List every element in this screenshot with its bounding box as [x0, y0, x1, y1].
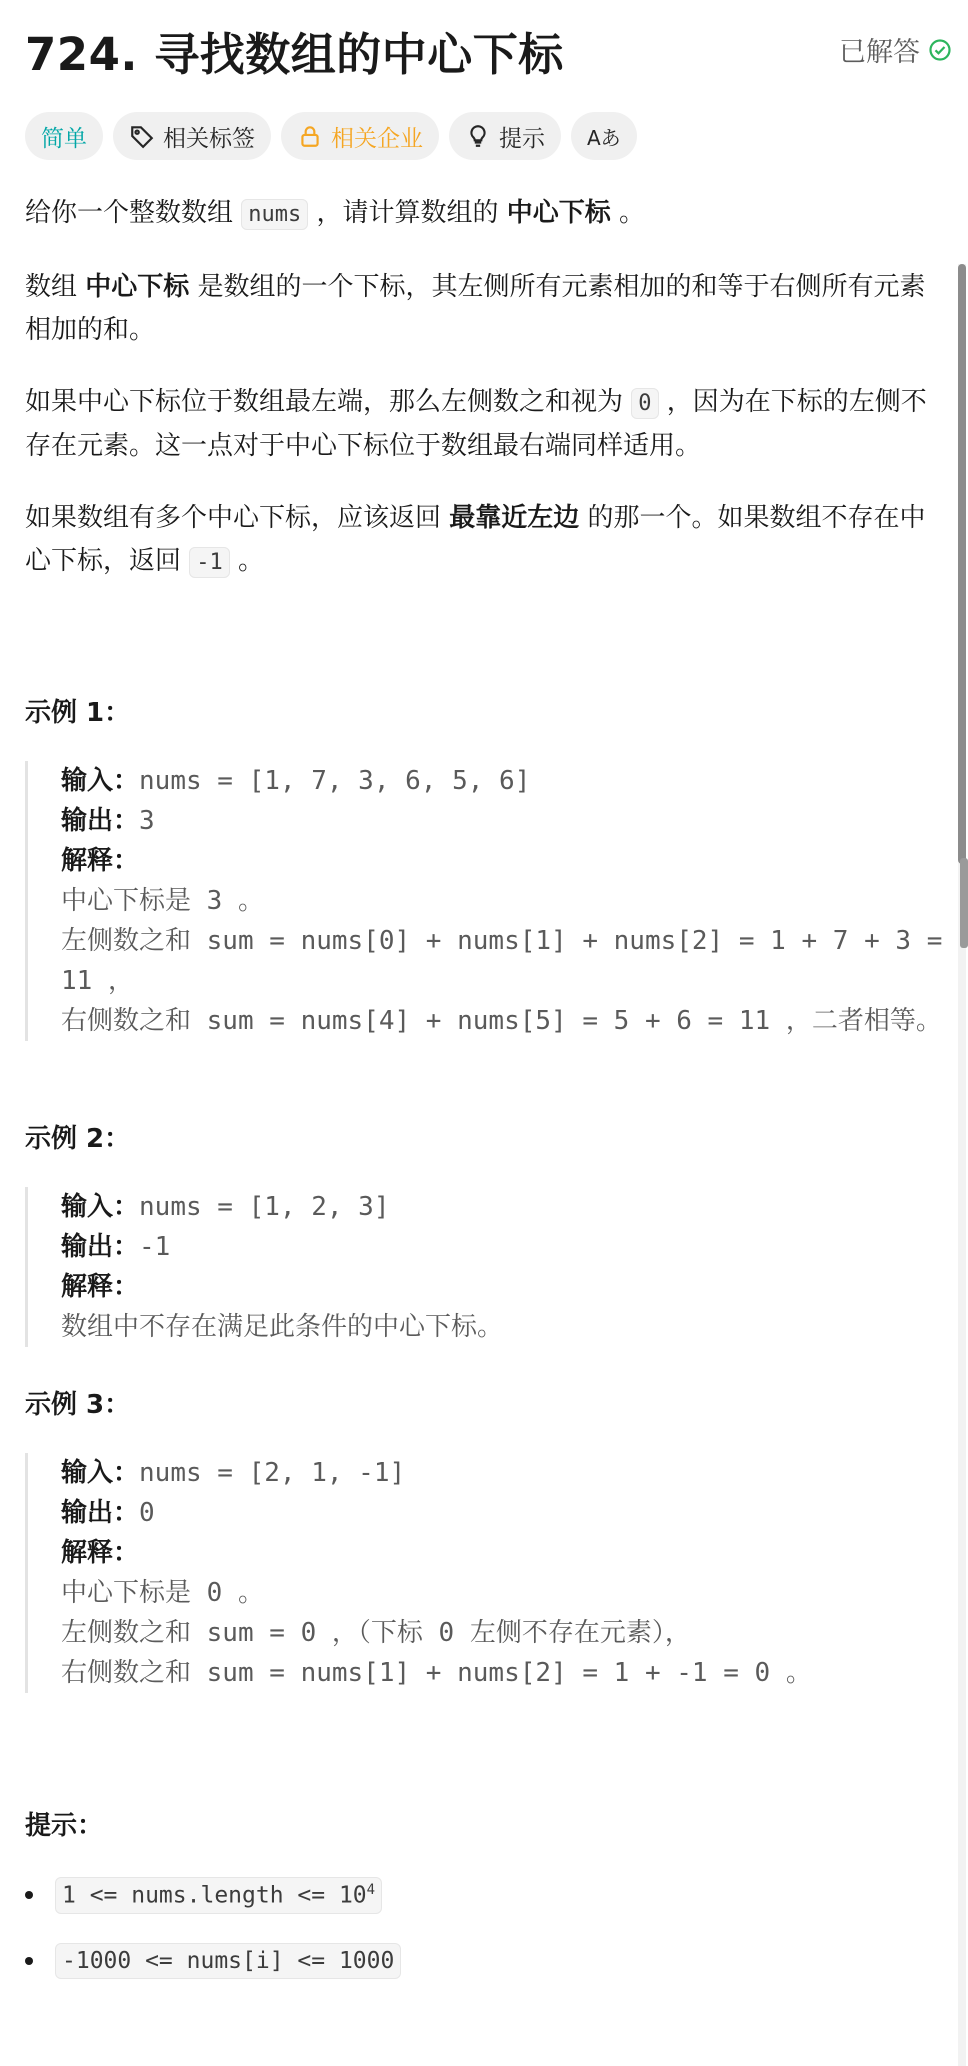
example-3-block [25, 1453, 955, 1693]
code-minus-one: -1 [189, 547, 230, 578]
translate-button[interactable] [571, 112, 637, 160]
clipped-side-element [960, 858, 968, 948]
example-1-title: 示例 1： [25, 698, 131, 728]
text: 如果中心下标位于数组最左端，那么左侧数之和视为 [25, 387, 632, 417]
title-row [25, 18, 952, 81]
text: 的那一个。如果数组不存在中心下标，返回 [25, 503, 926, 576]
example-input: nums = [1, 2, 3] [139, 1192, 390, 1222]
explain-line: 中心下标是 0 。 [61, 1578, 264, 1608]
constraint-code [55, 1877, 382, 1914]
topics-tag-button[interactable] [113, 112, 271, 160]
output-label: 输出： [61, 1232, 140, 1262]
explain-line: 右侧数之和 sum = nums[1] + nums[2] = 1 + -1 = 0 。 [61, 1658, 812, 1688]
bold-term: 中心下标 [506, 198, 611, 228]
text: ，请计算数组的 [308, 198, 507, 228]
text: 给你一个整数数组 [25, 198, 242, 228]
example-1-block [25, 761, 959, 1041]
description-paragraph-2 [25, 266, 945, 352]
scrollbar-thumb[interactable] [958, 264, 966, 864]
constraint-code: -1000 <= nums[i] <= 1000 [55, 1943, 401, 1979]
constraints-title: 提示： [25, 1811, 104, 1841]
description-paragraph-4 [25, 497, 945, 584]
explain-line: 中心下标是 3 。 [61, 886, 264, 916]
explain-line: 左侧数之和 sum = 0 ，（下标 0 左侧不存在元素）， [61, 1618, 691, 1648]
exponent: 4 [366, 1882, 376, 1898]
text: 数组 [25, 272, 86, 302]
example-2-block [25, 1187, 955, 1347]
tag-icon [129, 123, 155, 149]
explain-label: 解释： [61, 1538, 140, 1568]
tag-bar [25, 112, 637, 160]
problem-title[interactable]: 724. 寻找数组的中心下标 [25, 28, 564, 81]
constraint-item [25, 1943, 401, 1979]
scrollbar[interactable] [958, 264, 966, 2066]
topics-label: 相关标签 [163, 125, 255, 152]
code-nums: nums [241, 199, 308, 230]
explain-line: 数组中不存在满足此条件的中心下标。 [61, 1312, 504, 1342]
hint-label: 提示 [499, 125, 545, 152]
explain-line: 右侧数之和 sum = nums[4] + nums[5] = 5 + 6 = 11 ，二者相等。 [61, 1006, 942, 1036]
explain-line: 左侧数之和 sum = nums[0] + nums[1] + nums[2] = 1 + 7 + 3 = 11 ， [61, 926, 959, 996]
example-3-title: 示例 3： [25, 1390, 131, 1420]
constraint-item [25, 1877, 382, 1914]
description-paragraph-1 [25, 192, 945, 236]
output-label: 输出： [61, 806, 140, 836]
translate-icon: Aあ [587, 125, 621, 150]
input-label: 输入： [61, 766, 140, 796]
example-output: 3 [139, 806, 155, 836]
code-zero: 0 [631, 388, 658, 419]
text: 是数组的一个下标，其左侧所有元素相加的和等于右侧所有元素相加的和。 [25, 272, 926, 345]
text: 。 [229, 546, 265, 576]
bullet [25, 1957, 33, 1965]
description-paragraph-3 [25, 381, 945, 468]
bold-term: 最靠近左边 [449, 503, 580, 533]
explain-label: 解释： [61, 846, 140, 876]
companies-label: 相关企业 [331, 125, 423, 152]
text: ，因为在下标的左侧不存在元素。这一点对于中心下标位于数组最右端同样适用。 [25, 387, 927, 461]
input-label: 输入： [61, 1458, 140, 1488]
input-label: 输入： [61, 1192, 140, 1222]
bullet [25, 1891, 33, 1899]
solved-status [839, 30, 952, 69]
bold-term: 中心下标 [85, 272, 190, 302]
difficulty-tag[interactable] [25, 112, 103, 160]
text: 如果数组有多个中心下标，应该返回 [25, 503, 450, 533]
lock-icon [297, 123, 323, 149]
explain-label: 解释： [61, 1272, 140, 1302]
check-circle-icon [928, 38, 952, 62]
difficulty-label: 简单 [41, 125, 87, 152]
hint-button[interactable] [449, 112, 561, 160]
output-label: 输出： [61, 1498, 140, 1528]
constraint-text: 1 <= nums.length <= 10 [62, 1882, 367, 1909]
text: 。 [610, 198, 646, 228]
example-output: 0 [139, 1498, 155, 1528]
example-input: nums = [1, 7, 3, 6, 5, 6] [139, 766, 531, 796]
example-2-title: 示例 2： [25, 1124, 131, 1154]
solved-label: 已解答 [839, 37, 920, 68]
companies-tag-button[interactable] [281, 112, 439, 160]
example-input: nums = [2, 1, -1] [139, 1458, 406, 1488]
lightbulb-icon [465, 123, 491, 149]
example-output: -1 [139, 1232, 171, 1262]
